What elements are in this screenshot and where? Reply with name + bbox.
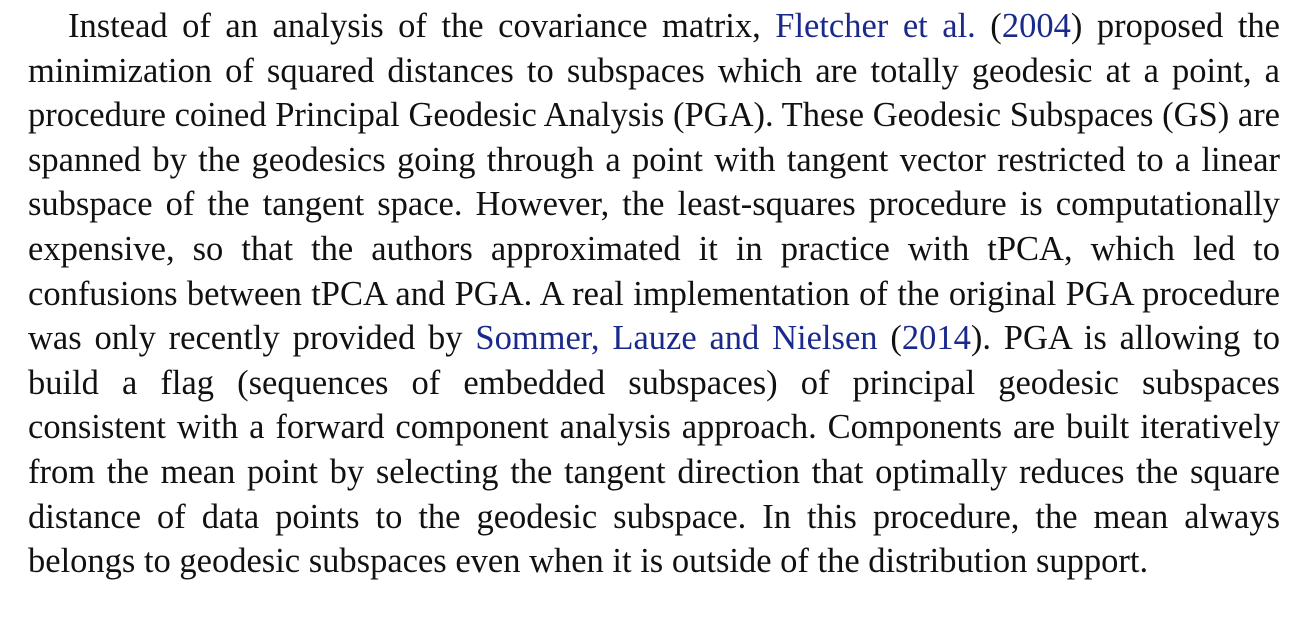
- citation-year-2014[interactable]: 2014: [901, 319, 971, 358]
- citation-year-2004[interactable]: 2004: [1001, 7, 1071, 45]
- text-segment: (: [975, 7, 1002, 45]
- text-segment: (: [877, 319, 902, 358]
- next-line-fragment: [28, 626, 1280, 638]
- citation-link-fletcher[interactable]: Fletcher et al.: [775, 7, 976, 45]
- citation-link-sommer[interactable]: Sommer, Lauze and Nielsen: [475, 319, 878, 358]
- text-segment: ) proposed the minimization of squared distances to subspaces which are totally geodesic at a point, a procedure coined Principal Geodesic Analysis (PGA). These Geodesic Subspaces (GS) are spanned by the geodesics going through a point with tangent vector restricted to a linear subspace of the tangent space. However, the least-squares procedure is computationally expensive, so that the authors approximated it in practice with tPCA, which led to confusions between tPCA and PGA. A real implementation of the original PGA procedure was only recently provided by: [28, 7, 1280, 358]
- text-segment: ). PGA is allowing to build a flag (sequences of embedded subspaces) of principal geodesic subspaces consistent with a forward component analysis approach. Components are built iteratively from the mean point by selecting the tangent direction that optimally reduces the square distance of data points to the geodesic subspace. In this procedure, the mean always belongs to geodesic subspaces even when it is outside of the distribution support.: [28, 319, 1280, 581]
- text-segment: Instead of an analysis of the covariance matrix,: [68, 7, 776, 45]
- body-paragraph: [28, 4, 1280, 584]
